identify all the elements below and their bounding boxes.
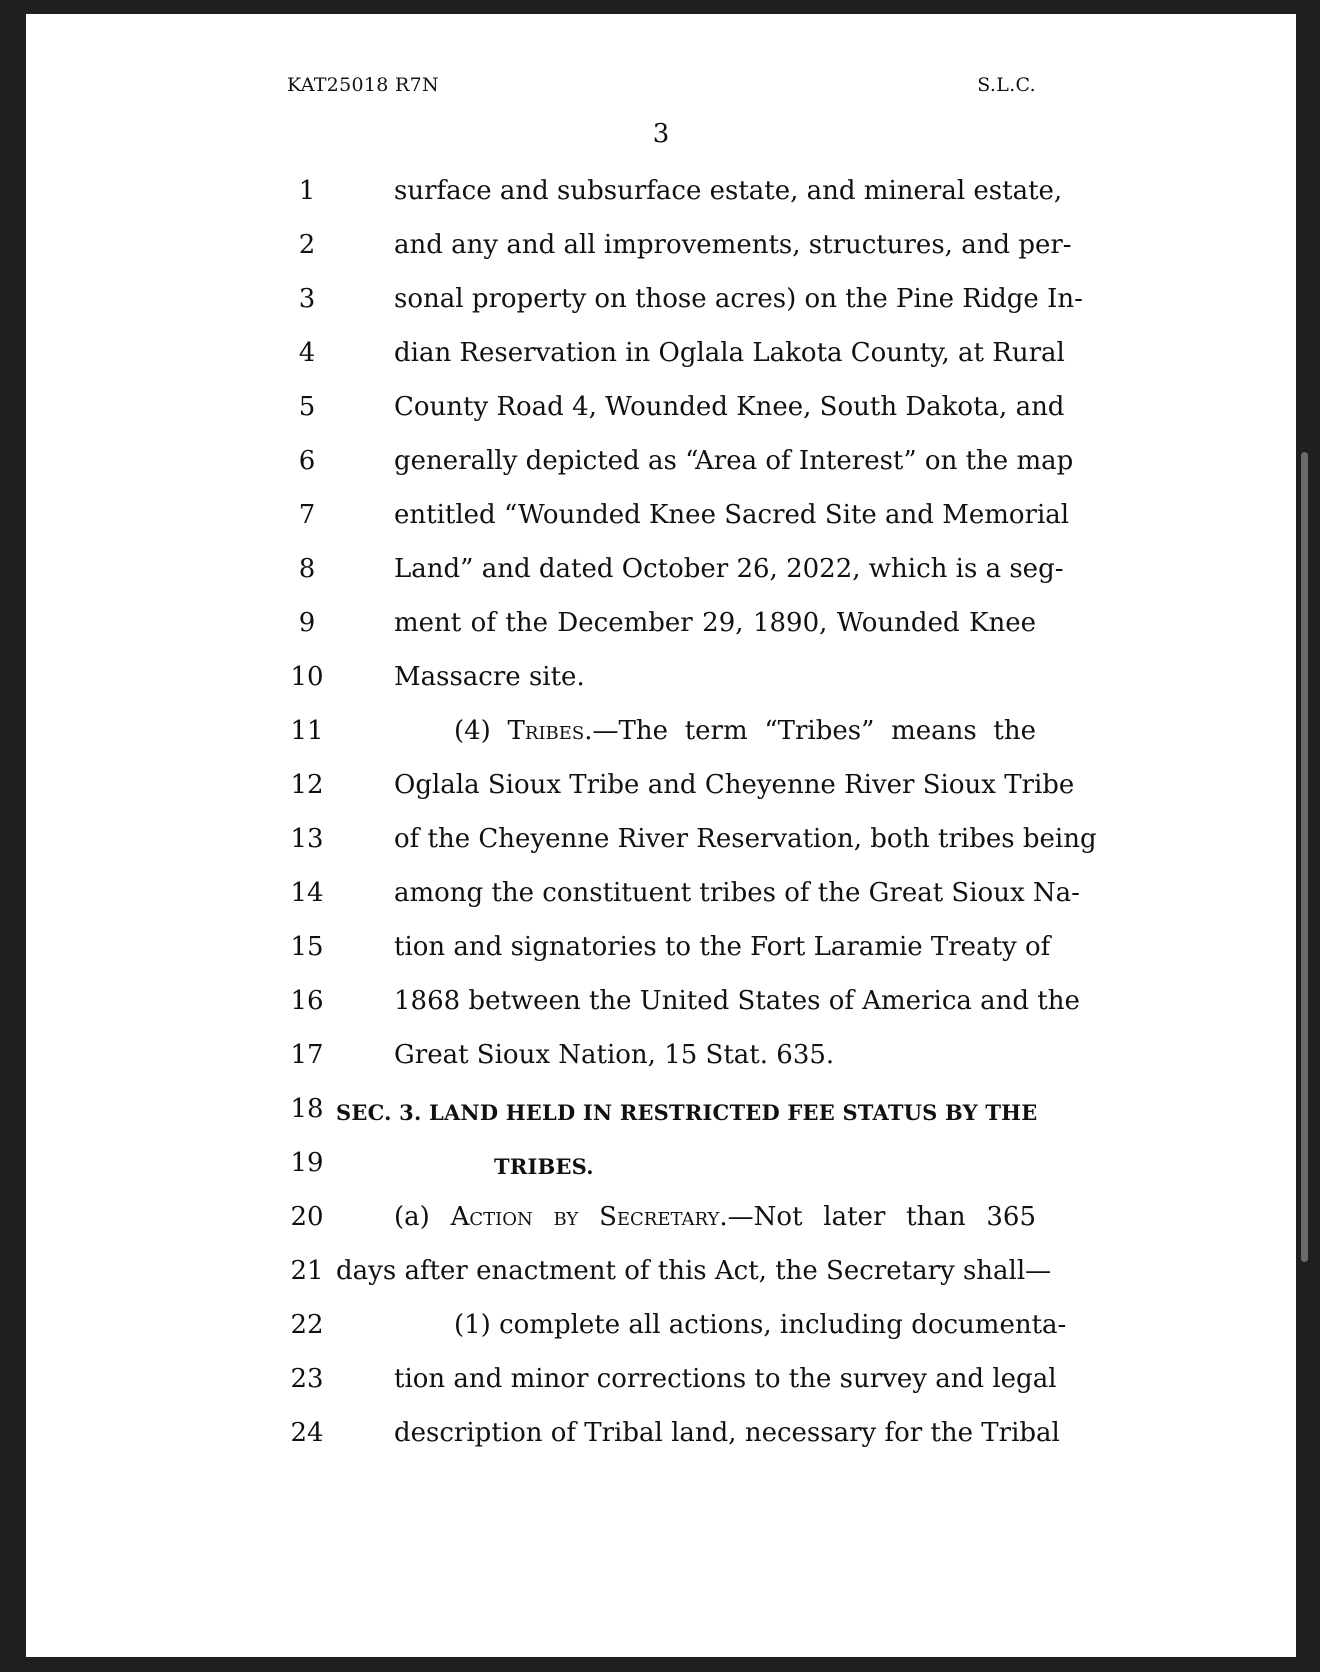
line-text: County Road 4, Wounded Knee, South Dakota, and xyxy=(394,392,1065,422)
line-text: surface and subsurface estate, and mineral estate, xyxy=(394,176,1063,206)
line-text: .—The term “Tribes” means the xyxy=(584,716,1037,746)
paragraph-heading-line xyxy=(454,716,1036,746)
line-number: 13 xyxy=(290,824,324,854)
text-line xyxy=(26,164,1296,218)
text-line xyxy=(26,1082,1296,1136)
text-line xyxy=(26,380,1296,434)
text-line xyxy=(26,1406,1296,1460)
text-line xyxy=(26,812,1296,866)
line-text: .—Not later than 365 xyxy=(719,1202,1036,1232)
line-number: 1 xyxy=(298,176,316,206)
section-heading: SEC. 3. LAND HELD IN RESTRICTED FEE STATUS BY THE xyxy=(336,1100,1038,1125)
line-number: 22 xyxy=(290,1310,324,1340)
line-text: and any and all improvements, structures, and per- xyxy=(394,230,1072,260)
line-number: 19 xyxy=(290,1148,324,1178)
line-number: 2 xyxy=(298,230,316,260)
line-text: Land” and dated October 26, 2022, which is a seg- xyxy=(394,554,1064,584)
line-text: entitled “Wounded Knee Sacred Site and Memorial xyxy=(394,500,1070,530)
line-number: 3 xyxy=(298,284,316,314)
text-line xyxy=(26,1028,1296,1082)
text-line xyxy=(26,1298,1296,1352)
line-text: dian Reservation in Oglala Lakota County, at Rural xyxy=(394,338,1065,368)
line-number: 12 xyxy=(290,770,324,800)
text-line xyxy=(26,1244,1296,1298)
line-number: 11 xyxy=(290,716,324,746)
line-number: 18 xyxy=(290,1094,324,1124)
subsection-heading-line xyxy=(394,1202,1036,1232)
line-text: sonal property on those acres) on the Pine Ridge In- xyxy=(394,284,1083,314)
line-number: 16 xyxy=(290,986,324,1016)
line-number: 6 xyxy=(298,446,316,476)
line-number: 4 xyxy=(298,338,316,368)
line-text: Oglala Sioux Tribe and Cheyenne River Sioux Tribe xyxy=(394,770,1075,800)
line-text: 1868 between the United States of America and the xyxy=(394,986,1080,1016)
section-heading-continued: TRIBES. xyxy=(494,1154,594,1179)
line-text: description of Tribal land, necessary for the Tribal xyxy=(394,1418,1060,1448)
line-text: days after enactment of this Act, the Secretary shall— xyxy=(336,1256,1052,1286)
line-number: 8 xyxy=(298,554,316,584)
text-line xyxy=(26,650,1296,704)
text-line xyxy=(26,218,1296,272)
line-text: ment of the December 29, 1890, Wounded Knee xyxy=(394,608,1036,638)
subsection-heading: Action by Secretary xyxy=(450,1202,720,1232)
line-number: 21 xyxy=(290,1256,324,1286)
text-line xyxy=(26,920,1296,974)
line-text: Massacre site. xyxy=(394,662,585,692)
line-number: 15 xyxy=(290,932,324,962)
line-number: 7 xyxy=(298,500,316,530)
text-line xyxy=(26,434,1296,488)
defined-term-heading: Tribes xyxy=(507,716,585,746)
office-code: S.L.C. xyxy=(977,74,1036,96)
line-number: 20 xyxy=(290,1202,324,1232)
line-text: tion and minor corrections to the survey and legal xyxy=(394,1364,1057,1394)
bill-text xyxy=(26,164,1296,1460)
subsection-number: (a) xyxy=(394,1202,451,1232)
text-line xyxy=(26,1352,1296,1406)
document-page xyxy=(26,14,1296,1657)
line-number: 5 xyxy=(298,392,316,422)
text-line xyxy=(26,866,1296,920)
line-text: among the constituent tribes of the Great Sioux Na- xyxy=(394,878,1080,908)
paragraph-number: (4) xyxy=(454,716,508,746)
text-line xyxy=(26,596,1296,650)
text-line xyxy=(26,1190,1296,1244)
text-line xyxy=(26,542,1296,596)
line-number: 24 xyxy=(290,1418,324,1448)
text-line xyxy=(26,974,1296,1028)
text-line xyxy=(26,704,1296,758)
line-text: of the Cheyenne River Reservation, both tribes being xyxy=(394,824,1097,854)
line-text: tion and signatories to the Fort Laramie Treaty of xyxy=(394,932,1051,962)
document-id: KAT25018 R7N xyxy=(287,74,439,96)
page-number: 3 xyxy=(652,119,670,149)
line-text: (1) complete all actions, including documenta- xyxy=(454,1310,1067,1340)
line-number: 17 xyxy=(290,1040,324,1070)
line-number: 23 xyxy=(290,1364,324,1394)
line-number: 14 xyxy=(290,878,324,908)
text-line xyxy=(26,326,1296,380)
text-line xyxy=(26,1136,1296,1190)
vertical-scrollbar[interactable] xyxy=(1301,452,1308,1262)
text-line xyxy=(26,488,1296,542)
text-line xyxy=(26,272,1296,326)
text-line xyxy=(26,758,1296,812)
line-text: generally depicted as “Area of Interest” on the map xyxy=(394,446,1074,476)
line-number: 9 xyxy=(298,608,316,638)
line-number: 10 xyxy=(290,662,324,692)
line-text: Great Sioux Nation, 15 Stat. 635. xyxy=(394,1040,835,1070)
